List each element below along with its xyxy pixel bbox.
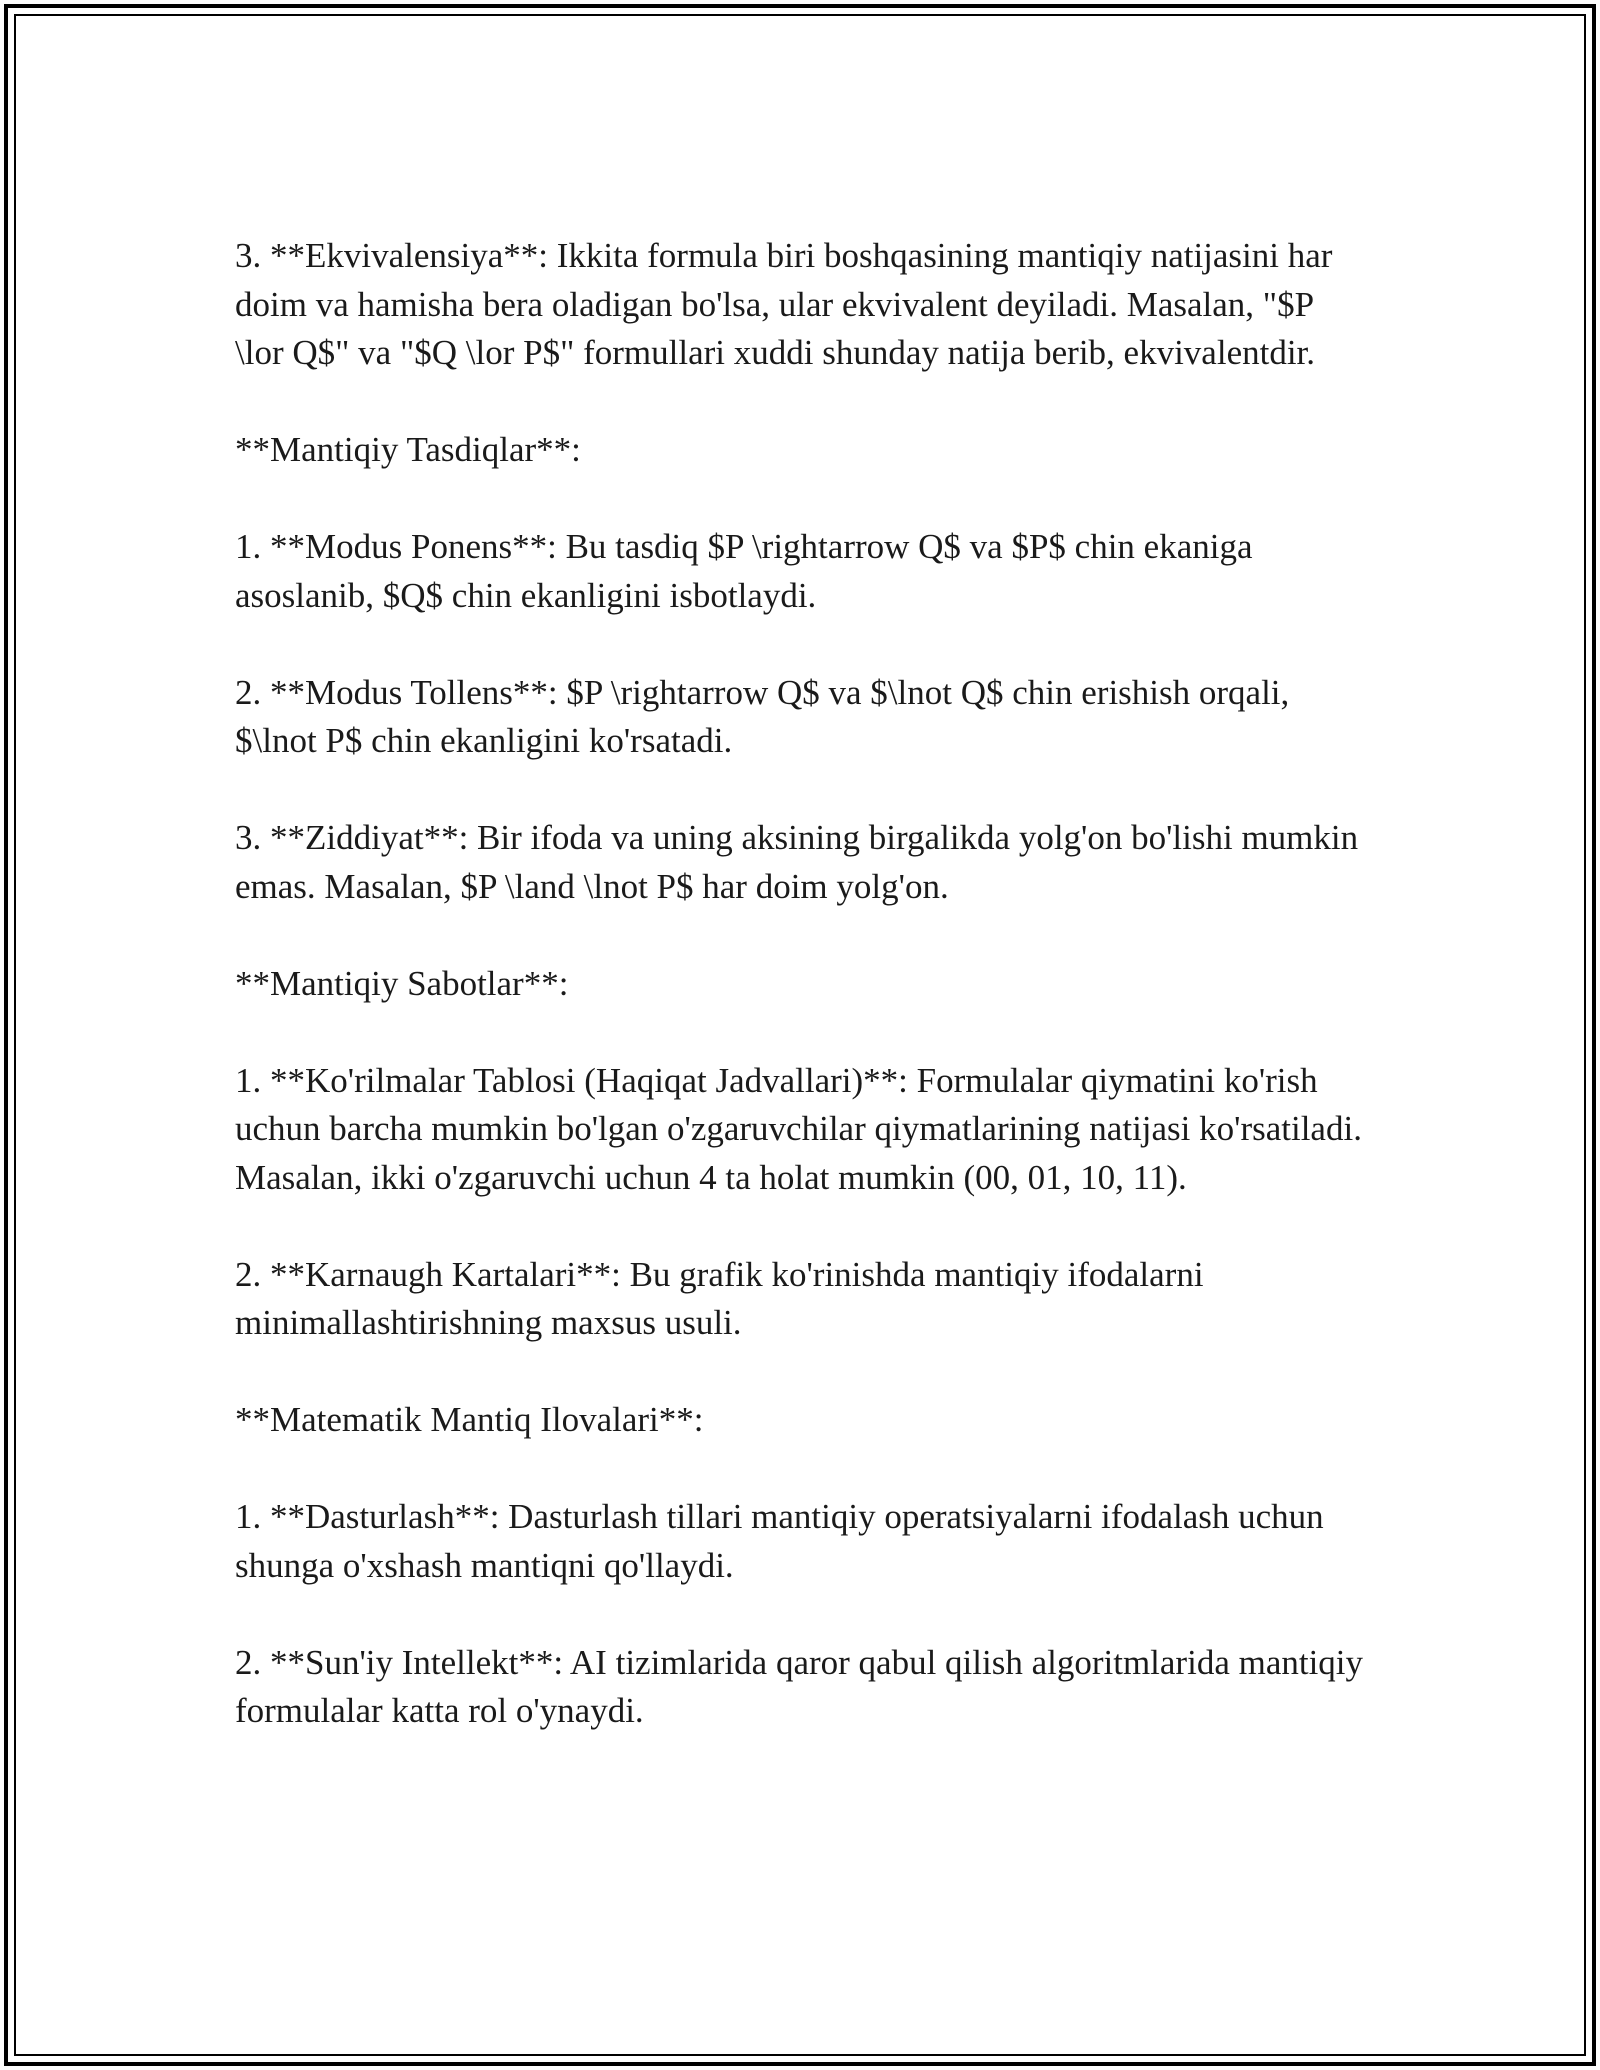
paragraph-haqiqat-jadvallari: 1. **Ko'rilmalar Tablosi (Haqiqat Jadvallari)**: Formulalar qiymatini ko'rish uchun barcha mumkin bo'lgan o'zgaruvchilar qiymatlarining natijasi ko'rsatiladi. Masalan, ikki o'zgaruvchi uchun 4 ta holat mumkin (00, 01, 10, 11). [235, 1060, 1362, 1197]
paragraph-ekvivalensiya: 3. **Ekvivalensiya**: Ikkita formula biri boshqasining mantiqiy natijasini har doim va hamisha bera oladigan bo'lsa, ular ekvivalent deyiladi. Masalan, "$P \lor Q$" va "$Q \lor P$" formullari xuddi shunday natija berib, ekvivalentdir. [235, 236, 1333, 372]
heading-mantiqiy-sabotlar: **Mantiqiy Sabotlar**: [235, 963, 569, 1003]
paragraph-modus-ponens: 1. **Modus Ponens**: Bu tasdiq $P \rightarrow Q$ va $P$ chin ekaniga asoslanib, $Q$ chin ekanligini isbotlaydi. [235, 527, 1253, 615]
heading-matematik-mantiq-ilovalari: **Matematik Mantiq Ilovalari**: [235, 1400, 704, 1439]
paragraph-suniy-intellekt: 2. **Sun'iy Intellekt**: AI tizimlarida qaror qabul qilish algoritmlarida mantiqiy formulalar katta rol o'ynaydi. [235, 1642, 1364, 1730]
paragraph-karnaugh-kartalari: 2. **Karnaugh Kartalari**: Bu grafik ko'rinishda mantiqiy ifodalarni minimallashtirishning maxsus usuli. [235, 1254, 1204, 1342]
paragraph-modus-tollens: 2. **Modus Tollens**: $P \rightarrow Q$ va $\lnot Q$ chin erishish orqali, $\lnot P$ chin ekanligini ko'rsatadi. [235, 672, 1290, 760]
document-body [235, 232, 1365, 1784]
paragraph-dasturlash: 1. **Dasturlash**: Dasturlash tillari mantiqiy operatsiyalarni ifodalash uchun shunga o'xshash mantiqni qo'llaydi. [235, 1497, 1324, 1585]
heading-mantiqiy-tasdiqlar: **Mantiqiy Tasdiqlar**: [235, 430, 581, 469]
paragraph-ziddiyat: 3. **Ziddiyat**: Bir ifoda va uning aksining birgalikda yolg'on bo'lishi mumkin emas. Masalan, $P \land \lnot P$ har doim yolg'on. [235, 818, 1359, 906]
